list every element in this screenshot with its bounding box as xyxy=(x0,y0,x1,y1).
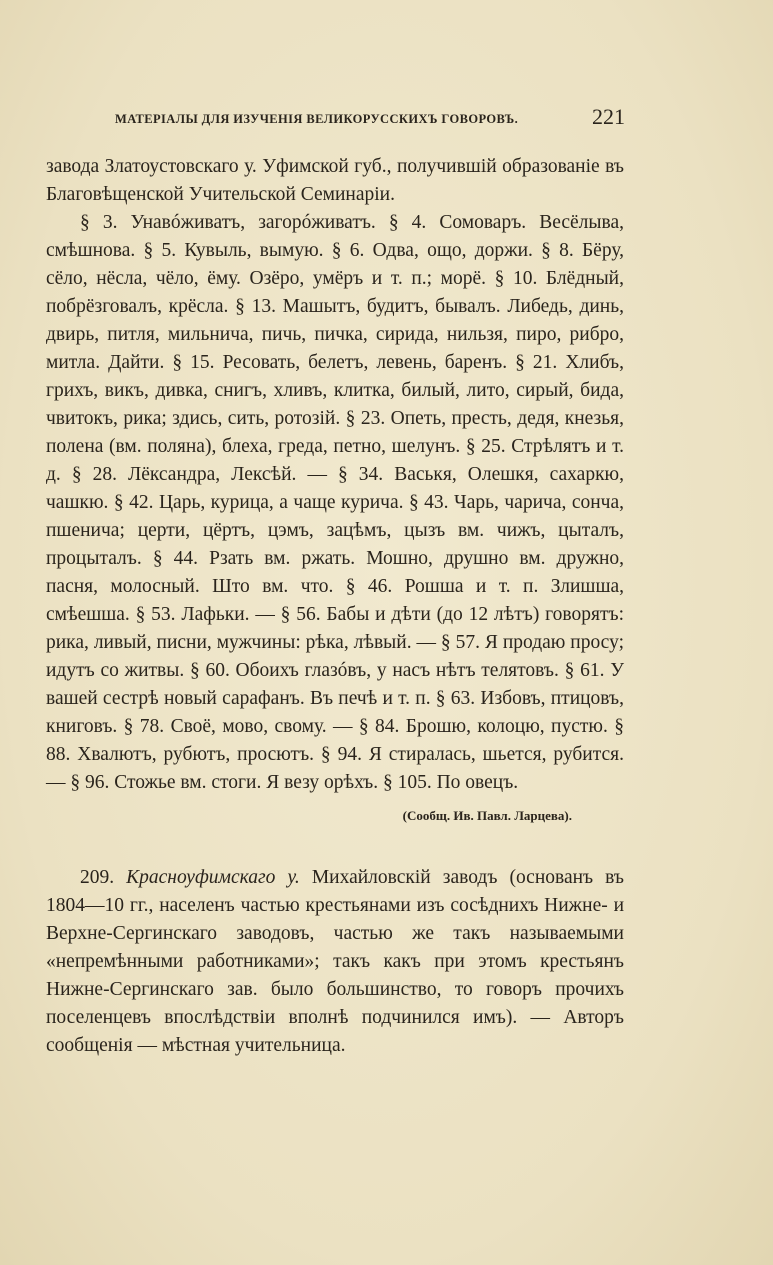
entry-number: 209. xyxy=(80,867,115,888)
body-text xyxy=(46,153,624,1060)
page-number: 221 xyxy=(592,104,625,129)
entry-text: Михайловскій заводъ (основанъ въ 1804—10 гг., населенъ частью крестьянами изъ сосѣднихъ Нижне- и Верхне-Сергинскаго заводовъ, частью же такъ называемыми «непремѣнными работниками»; такъ какъ при этомъ крестьянъ Нижне-Сергинскаго зав. было большинство, то говоръ прочихъ поселенцевъ впослѣдствіи вполнѣ подчинился имъ). — Авторъ сообщенія — мѣстная учительница. xyxy=(46,867,624,1056)
paragraph-209 xyxy=(46,864,624,1060)
entry-place: Красноуфимскаго у. xyxy=(126,867,300,888)
paragraph-continued: завода Златоустовскаго у. Уфимской губ., получившій образованіе въ Благовѣщенской Учительской Семинаріи. xyxy=(46,156,624,205)
paragraph-dialect-features: § 3. Унавóживатъ, загорóживатъ. § 4. Сомоваръ. Весёлыва, смѣшнова. § 5. Кувыль, вымую. § 6. Одва, ощо, доржи. § 8. Бёру, сёло, нёсла, чёло, ёму. Озёро, умёръ и т. п.; морё. § 10. Блёдный, побрёзговалъ, крёсла. § 13. Машытъ, будитъ, бывалъ. Либедь, динь, двирь, питля, мильнича, пичь, пичка, сирида, нильзя, пиро, рибро, митла. Дайти. § 15. Ресовать, белетъ, левень, баренъ. § 21. Хлибъ, грихъ, викъ, дивка, снигъ, хливъ, клитка, билый, лито, сирый, бида, чвитокъ, рика; здись, сить, ротозій. § 23. Опеть, престь, дедя, кнезья, полена (вм. поляна), блеха, греда, петно, шелунъ. § 25. Стрѣлятъ и т. д. § 28. Лёксандра, Лексѣй. — § 34. Васькя, Олешкя, сахаркю, чашкю. § 42. Царь, курица, а чаще курича. § 43. Чарь, чарича, сонча, пшенича; церти, цёртъ, цэмъ, зацѣмъ, цызъ вм. чижъ, цыталъ, процыталъ. § 44. Рзать вм. ржать. Мошно, друшно вм. дружно, пасня, молосный. Што вм. что. § 46. Рошша и т. п. Злишша, смѣешша. § 53. Лафьки. — § 56. Бабы и дѣти (до 12 лѣтъ) говорятъ: рика, ливый, писни, мужчины: рѣка, лѣвый. — § 57. Я продаю просу; идутъ со житвы. § 60. Обоихъ глазóвъ, у насъ нѣтъ телятовъ. § 61. У вашей сестрѣ новый сарафанъ. Въ печѣ и т. п. § 63. Избовъ, птицовъ, книговъ. § 78. Своё, мово, свому. — § 84. Брошю, колоцю, пустю. § 88. Хвалютъ, рубютъ, просютъ. § 94. Я стиралась, шьется, рубится. — § 96. Стожье вм. стоги. Я везу орѣхъ. § 105. По овецъ. xyxy=(46,212,624,793)
source-attribution: (Сообщ. Ив. Павл. Ларцева). xyxy=(402,808,572,823)
page-header xyxy=(115,104,625,136)
running-title: МАТЕРІАЛЫ ДЛЯ ИЗУЧЕНІЯ ВЕЛИКОРУССКИХЪ ГОВОРОВЪ. xyxy=(115,112,519,126)
